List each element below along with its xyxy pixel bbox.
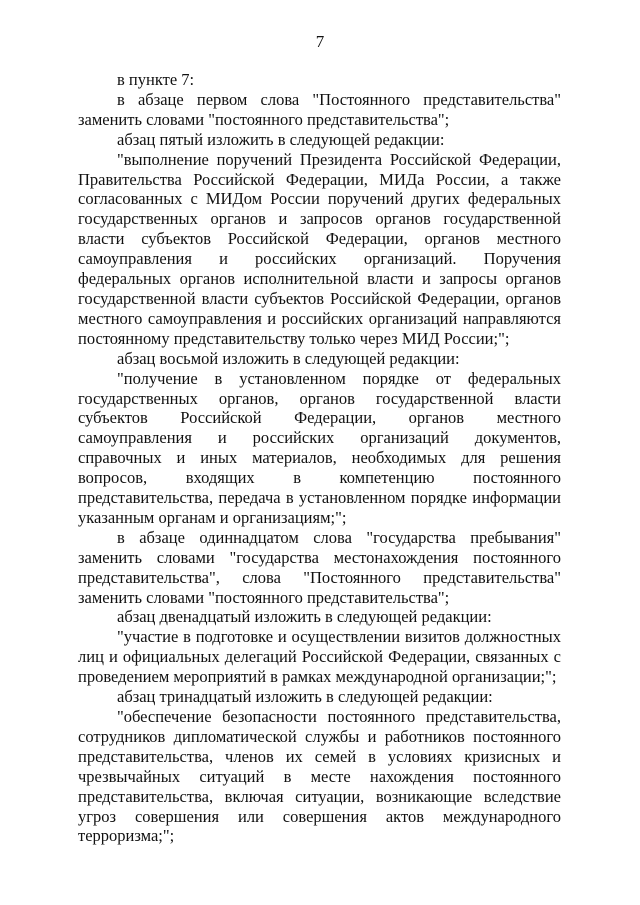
paragraph: "участие в подготовке и осуществлении визитов должностных лиц и официальных делегаций Российской Федерации, связанных с проведением мероприятий в рамках международной организации;"; (78, 627, 561, 687)
paragraph: "получение в установленном порядке от федеральных государственных органов, органов государственной власти субъектов Российской Федерации, органов местного самоуправления и российских организаций документов, справочных и иных материалов, необходимых для решения вопросов, входящих в компетенцию постоянного представительства, передача в установленном порядке информации указанным органам и организациям;"; (78, 368, 561, 527)
paragraph: в абзаце первом слова "Постоянного представительства" заменить словами "постоянного представительства"; (78, 89, 561, 129)
paragraph: абзац восьмой изложить в следующей редакции: (117, 348, 460, 368)
paragraph: в абзаце одиннадцатом слова "государства пребывания" заменить словами "государства местонахождения постоянного представительства", слова "Постоянного представительства" заменить словами "постоянного представительства"; (78, 527, 561, 607)
paragraph: в пункте 7: (117, 70, 195, 89)
page-number: 7 (315, 32, 325, 51)
paragraph: "выполнение поручений Президента Российской Федерации, Правительства Российской Федерации, МИДа России, а также согласованных с МИДом России поручений других федеральных государственных органов и запросов органов государственной власти субъектов Российской Федерации, органов местного самоуправления и российских организаций. Поручения федеральных органов исполнительной власти и запросы органов государственной власти субъектов Российской Федерации, органов местного самоуправления и российских организаций направляются постоянному представительству только через МИД России;"; (78, 149, 561, 348)
document-body (78, 70, 561, 846)
paragraph: абзац двенадцатый изложить в следующей редакции: (117, 607, 492, 627)
paragraph: "обеспечение безопасности постоянного представительства, сотрудников дипломатической службы и работников постоянного представительства, членов их семей в условиях кризисных и чрезвычайных ситуаций в месте нахождения постоянного представительства, включая ситуации, возникающие вследствие угроз совершения или совершения актов международного терроризма;"; (78, 707, 561, 846)
paragraph: абзац пятый изложить в следующей редакции: (117, 129, 445, 149)
paragraph: абзац тринадцатый изложить в следующей редакции: (117, 687, 493, 707)
